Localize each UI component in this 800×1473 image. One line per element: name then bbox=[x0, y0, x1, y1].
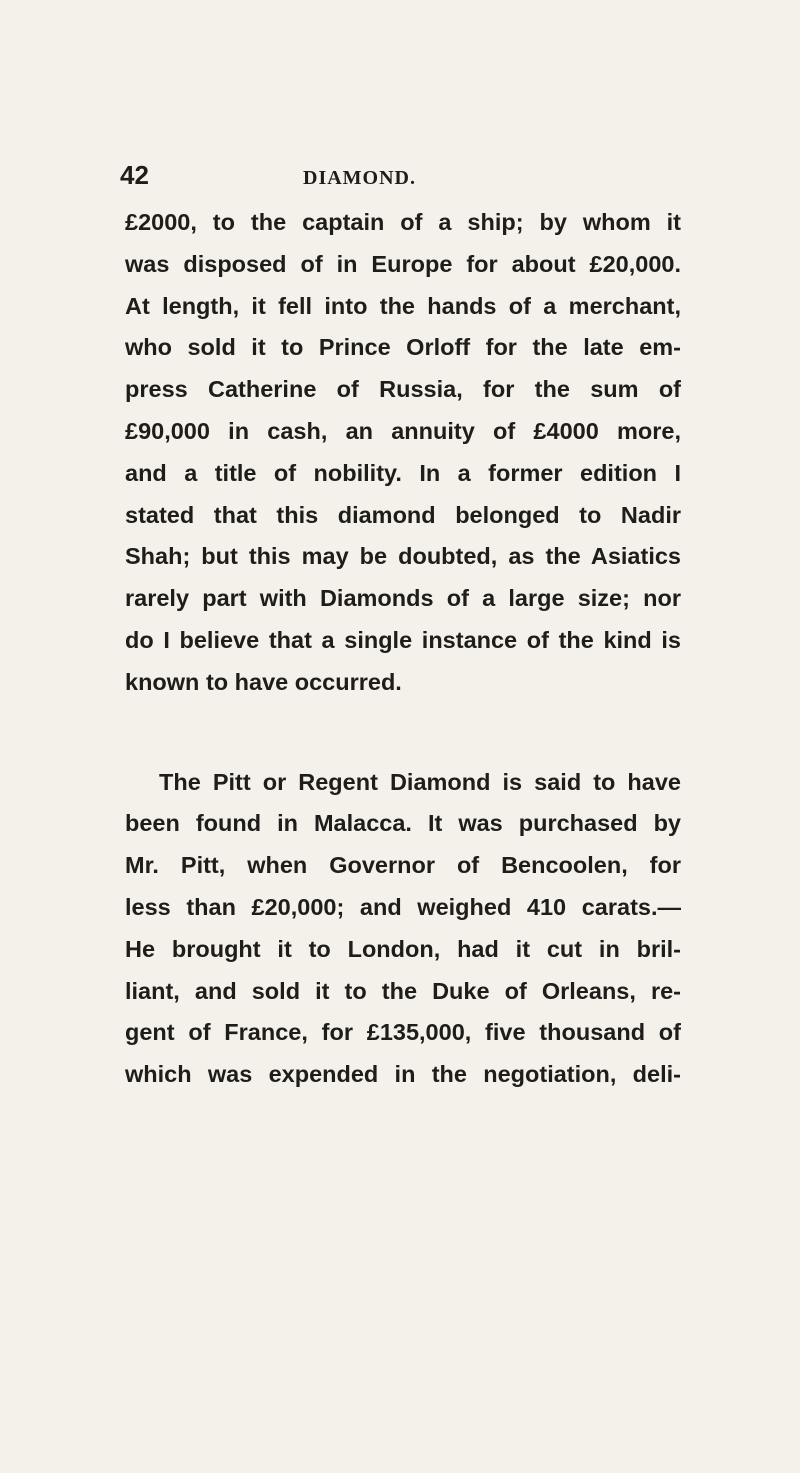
text-line: stated that this diamond belonged to Nadir bbox=[125, 501, 681, 528]
text-line: rarely part with Diamonds of a large size; nor bbox=[125, 585, 681, 612]
page-number: 42 bbox=[120, 160, 149, 190]
text-line: do I believe that a single instance of the kind is bbox=[125, 626, 681, 653]
text-line: known to have occurred. bbox=[125, 668, 402, 695]
text-line: gent of France, for £135,000, five thousand of bbox=[125, 1019, 681, 1046]
text-line: At length, it fell into the hands of a merchant, bbox=[125, 292, 681, 319]
text-line: was disposed of in Europe for about £20,000. bbox=[125, 250, 681, 277]
running-head bbox=[120, 160, 680, 200]
text-line: which was expended in the negotiation, deli- bbox=[125, 1061, 681, 1088]
text-line: Mr. Pitt, when Governor of Bencoolen, for bbox=[125, 852, 681, 879]
paragraph-1 bbox=[125, 202, 681, 704]
running-title: DIAMOND. bbox=[303, 167, 416, 189]
text-line: liant, and sold it to the Duke of Orleans, re- bbox=[125, 977, 681, 1004]
text-line: been found in Malacca. It was purchased by bbox=[125, 810, 681, 837]
text-line: press Catherine of Russia, for the sum of bbox=[125, 376, 681, 403]
text-line: The Pitt or Regent Diamond is said to have bbox=[159, 768, 681, 795]
paragraph-2 bbox=[125, 762, 681, 1096]
paragraph-gap bbox=[125, 704, 681, 762]
text-line: Shah; but this may be doubted, as the Asiatics bbox=[125, 543, 681, 570]
body-text bbox=[125, 202, 681, 1096]
text-line: who sold it to Prince Orloff for the late em- bbox=[125, 334, 681, 361]
text-line: and a title of nobility. In a former edition I bbox=[125, 459, 681, 486]
text-line: £2000, to the captain of a ship; by whom it bbox=[125, 209, 681, 235]
text-line: less than £20,000; and weighed 410 carats.— bbox=[125, 893, 681, 920]
text-line: He brought it to London, had it cut in bril- bbox=[125, 935, 681, 962]
text-line: £90,000 in cash, an annuity of £4000 more, bbox=[125, 417, 681, 444]
